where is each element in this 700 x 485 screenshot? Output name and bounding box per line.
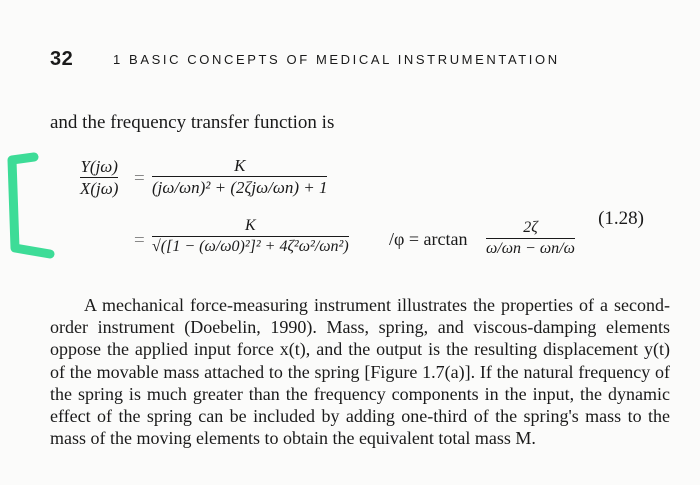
fraction-bar <box>152 236 349 237</box>
fraction-bar <box>486 238 575 239</box>
equals-sign-2: = <box>134 230 145 251</box>
fraction-bar <box>152 176 327 177</box>
fraction-bar <box>80 177 118 178</box>
page-number: 32 <box>50 48 74 70</box>
running-head: 1 BASIC CONCEPTS OF MEDICAL INSTRUMENTATION <box>113 52 560 67</box>
rhs1-numerator: K <box>234 156 246 175</box>
rhs1-denominator: (jω/ωn)² + (2ζjω/ωn) + 1 <box>152 178 328 197</box>
rhs2-denominator: √([1 − (ω/ω0)²]² + 4ζ²ω²/ωn²) <box>152 238 349 255</box>
phase-numerator: 2ζ <box>523 219 538 236</box>
rhs2-numerator: K <box>245 217 256 234</box>
rhs2-fraction <box>152 218 349 255</box>
equals-sign-1: = <box>134 168 145 189</box>
phase-fraction <box>486 220 575 257</box>
lhs-denominator: X(jω) <box>80 179 119 198</box>
equation-number: (1.28) <box>598 208 644 229</box>
rhs1-fraction <box>152 157 327 196</box>
lhs-fraction <box>80 158 118 197</box>
lhs-numerator: Y(jω) <box>80 157 118 176</box>
body-paragraph: A mechanical force-measuring instrument illustrates the properties of a second-order instrument (Doebelin, 1990). Mass, spring, and viscous-damping elements oppose the applied input force x(t), and the output is the resulting displacement y(t) of the movable mass attached to the spring [Figure 1.7(a)]. If the natural frequency of the spring is much greater than the frequency components in the input, the dynamic effect of the spring can be included by adding one-third of the spring's mass to the mass of the moving elements to obtain the equivalent total mass M. <box>50 295 670 449</box>
phase-denominator: ω/ωn − ωn/ω <box>486 240 575 257</box>
phase-label: /φ = arctan <box>389 229 468 249</box>
lead-in-text: and the frequency transfer function is <box>50 112 335 133</box>
